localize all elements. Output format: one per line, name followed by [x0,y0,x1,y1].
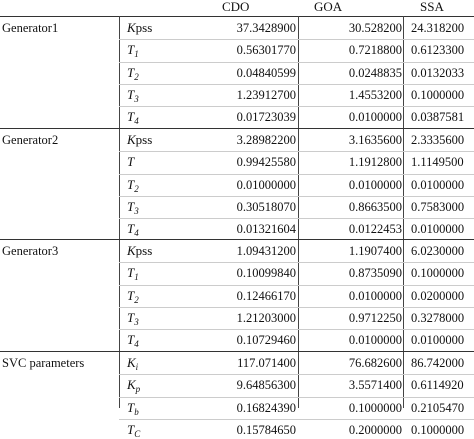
goa-value: 0.0100000 [348,110,402,124]
cdo-value: 0.04840599 [236,65,296,80]
goa-value: 0.2000000 [348,422,402,437]
symbol-suffix: pss [135,20,153,35]
cdo-value: 0.16824390 [236,400,296,415]
symbol-subscript: 2 [134,294,139,305]
group-label: Generator3 [2,244,59,258]
row-divider [119,39,474,40]
ssa-value: 6.0230000 [411,244,465,258]
goa-value: 1.1912800 [348,155,402,170]
ssa-value: 0.6123300 [411,43,465,58]
symbol-letter: K [127,20,136,35]
ssa-value: 0.0100000 [411,177,465,192]
ssa-value: 0.0100000 [411,333,465,347]
goa-value: 30.528200 [348,21,402,35]
symbol-subscript: 4 [134,228,139,238]
symbol-letter: K [127,132,136,147]
parameter-symbol [127,265,139,283]
goa-value: 0.0100000 [348,177,402,192]
parameter-symbol [127,377,141,395]
cdo-value: 0.30518070 [236,199,296,214]
goa-value: 0.0248835 [348,65,402,80]
ssa-value: 0.1000000 [411,266,465,281]
goa-value: 76.682600 [348,356,402,370]
parameter-symbol [127,311,139,325]
ssa-value: 0.7583000 [411,199,465,214]
cdo-value: 0.15784650 [236,422,296,437]
cdo-value: 0.01321604 [236,222,296,236]
group-label: SVC parameters [2,356,85,370]
goa-value: 0.9712250 [348,310,402,325]
group-separator [0,128,474,129]
symbol-subscript: C [134,428,141,439]
symbol-letter: T [127,64,135,80]
symbol-letter: T [127,42,135,58]
row-divider [119,106,474,107]
symbol-subscript: b [134,406,139,417]
header-ssa: SSA [420,0,444,14]
parameter-symbol [127,110,139,124]
parameter-symbol [127,42,139,60]
symbol-letter: T [127,86,135,102]
symbol-letter: T [127,265,135,281]
ssa-value: 86.742000 [411,356,465,370]
group-label: Generator2 [2,133,59,147]
ssa-value: 0.0132033 [411,65,465,80]
goa-value: 0.7218800 [348,43,402,58]
ssa-value: 0.0200000 [411,288,465,303]
symbol-suffix: pss [135,243,153,258]
group-separator [0,351,474,352]
column-divider [298,16,299,408]
column-divider [403,16,404,408]
parameter-symbol [127,133,152,147]
symbol-letter: T [127,198,135,214]
parameter-symbol [127,244,152,258]
symbol-suffix: pss [135,132,153,147]
symbol-subscript: 4 [134,339,139,349]
cdo-value: 0.99425580 [236,155,296,170]
header-cdo: CDO [222,0,250,14]
goa-value: 0.1000000 [348,400,402,415]
symbol-subscript: 3 [134,205,139,216]
symbol-subscript: 2 [134,71,139,82]
ssa-value: 0.6114920 [411,378,464,393]
cdo-value: 9.64856300 [236,378,296,393]
parameter-symbol [127,289,139,303]
parameter-symbol [127,178,139,192]
goa-value: 0.0122453 [348,222,402,236]
cdo-value: 37.3428900 [236,21,296,35]
goa-value: 0.8735090 [348,266,402,281]
symbol-subscript: 1 [134,272,139,283]
row-divider [119,374,474,375]
symbol-subscript: 3 [134,316,139,327]
ssa-value: 0.1000000 [411,87,465,102]
goa-value: 3.5571400 [348,378,402,393]
cdo-value: 0.56301770 [236,43,296,58]
parameter-symbol [127,222,139,236]
cdo-value: 1.21203000 [236,310,296,325]
row-divider [119,307,474,308]
header-goa: GOA [314,0,343,14]
row-divider [119,285,474,286]
parameter-symbol [127,333,139,347]
symbol-letter: T [127,176,135,192]
ssa-value: 0.0387581 [411,110,465,124]
row-divider [119,174,474,175]
ssa-value: 0.1000000 [411,422,465,437]
symbol-subscript: i [135,362,139,372]
cdo-value: 0.10729460 [236,333,296,347]
symbol-subscript: p [135,384,141,395]
goa-value: 1.4553200 [348,87,402,102]
goa-value: 0.8663500 [348,199,402,214]
symbol-letter: T [127,154,135,170]
column-divider [119,16,120,408]
symbol-letter: T [127,421,135,437]
cdo-value: 3.28982200 [236,133,296,147]
row-divider [119,84,474,85]
ssa-value: 0.0100000 [411,222,465,236]
ssa-value: 0.2105470 [411,400,465,415]
row-divider [119,62,474,63]
cdo-value: 0.12466170 [236,288,296,303]
cdo-value: 0.01723039 [236,110,296,124]
symbol-subscript: 2 [134,183,139,194]
parameter-symbol [127,66,139,80]
row-divider [119,419,474,420]
parameter-symbol [127,423,140,437]
ssa-value: 1.1149500 [411,155,464,170]
row-divider [119,397,474,398]
symbol-letter: T [127,332,135,347]
symbol-letter: K [127,243,136,258]
cdo-value: 117.071400 [237,356,296,370]
ssa-value: 2.3335600 [411,133,465,147]
cdo-value: 1.23912700 [236,87,296,102]
row-divider [119,218,474,219]
cdo-value: 1.09431200 [236,244,296,258]
row-divider [119,262,474,263]
symbol-subscript: 4 [134,116,139,126]
parameter-symbol [127,21,152,35]
group-label: Generator1 [2,21,59,35]
symbol-letter: T [127,399,135,415]
goa-value: 0.0100000 [348,333,402,347]
parameter-symbol [127,88,139,102]
symbol-subscript: 3 [134,93,139,104]
goa-value: 0.0100000 [348,288,402,303]
symbol-letter: T [127,109,135,124]
parameter-symbol [127,356,138,370]
symbol-letter: T [127,309,135,325]
row-divider [119,329,474,330]
ssa-value: 0.3278000 [411,310,465,325]
goa-value: 1.1907400 [348,244,402,258]
group-separator [0,239,474,240]
symbol-letter: T [127,287,135,303]
parameter-symbol [127,200,139,214]
goa-value: 3.1635600 [348,133,402,147]
cdo-value: 0.01000000 [236,177,296,192]
symbol-letter: K [127,355,136,370]
symbol-letter: T [127,221,135,236]
parameter-symbol [127,155,134,169]
row-divider [119,196,474,197]
symbol-letter: K [127,377,136,393]
row-divider [119,151,474,152]
cdo-value: 0.10099840 [236,266,296,281]
symbol-subscript: 1 [134,49,139,60]
ssa-value: 24.318200 [411,21,465,35]
